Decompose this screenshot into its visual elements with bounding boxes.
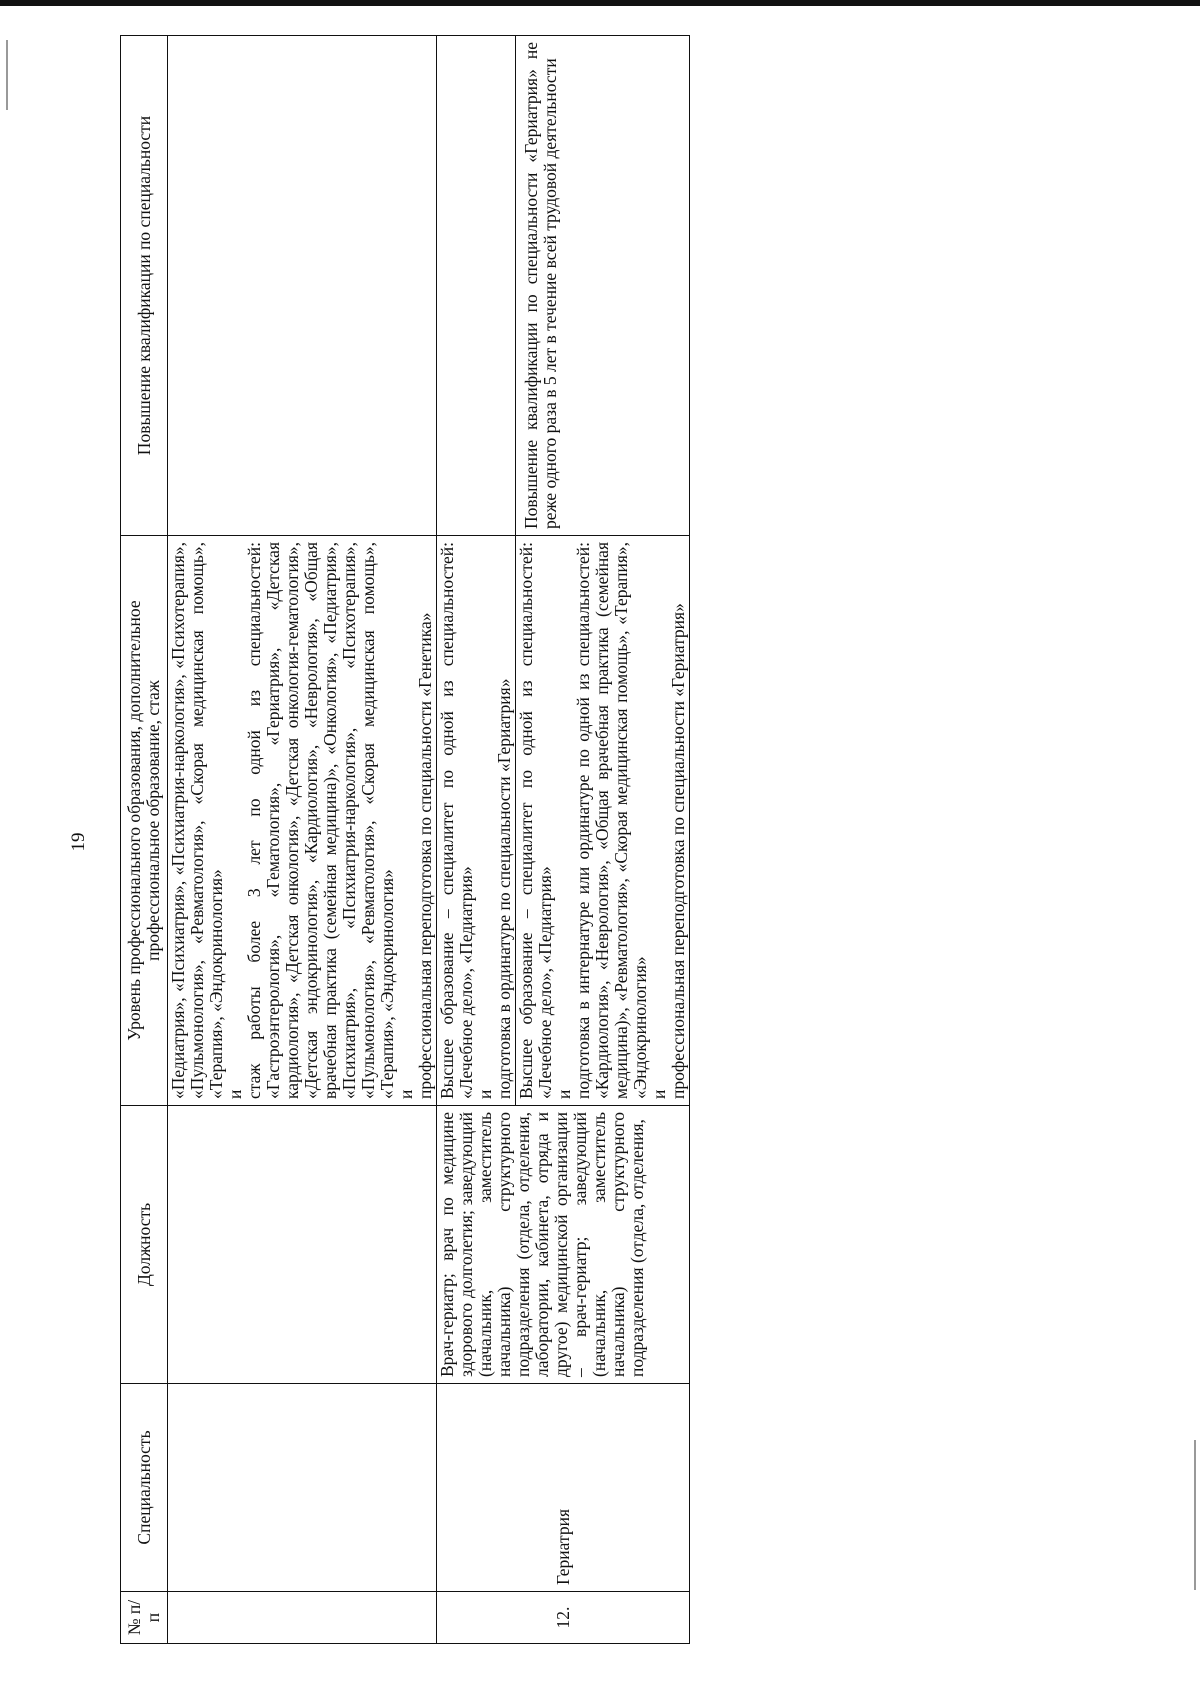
- education-text: профессиональная переподготовка по специальности «Генетика»: [415, 612, 435, 1099]
- education-text: стаж работы более 3 лет по одной из специальностей: «Гастроэнтерология», «Гематология», «Гериатрия», «Детская кардиология», «Детская онкология», «Детская онкология-гематология», «Детская эндокринология», «Кардиология», «Неврология», «Общая врачебная практика (семейная медицина)», «Онкология», «Педиатрия», «Психиатрия», «Психиатрия-наркология», «Психотерапия», «Пульмонология», «Ревматология», «Скорая медицинская помощь», «Терапия», «Эндокринология»: [244, 542, 397, 1099]
- cell-num: [168, 1592, 437, 1644]
- table-row-continued: [168, 36, 437, 1644]
- education-text: подготовка в ординатуре по специальности «Гериатрия»: [494, 678, 514, 1099]
- header-specialty: Специальность: [121, 1384, 168, 1592]
- qualification-table: [120, 35, 690, 1644]
- cell-education: [168, 536, 437, 1106]
- and-connector: и: [396, 1089, 416, 1099]
- header-position: Должность: [121, 1106, 168, 1384]
- and-connector: и: [475, 1089, 495, 1099]
- cell-qualification: [437, 36, 516, 536]
- cell-qualification: [168, 36, 437, 536]
- cell-num: 12.: [437, 1592, 690, 1644]
- cell-education: [437, 536, 516, 1106]
- and-connector: и: [554, 1089, 574, 1099]
- cell-position: Врач-гериатр; врач по медицине здорового долголетия; заведующий (начальник, заместитель начальника) структурного подразделения (отдела, отделения, лаборатории, кабинета, отряда и другое) медицинской организации – врач-гериатр; заведующий (начальник, заместитель начальника) структурного подразделения (отдела, отделения,: [437, 1106, 690, 1384]
- cell-qualification: Повышение квалификации по специальности «Гериатрия» не реже одного раза в 5 лет в течение всей трудовой деятельности: [516, 36, 690, 536]
- cell-specialty: Гериатрия: [437, 1384, 690, 1592]
- cell-specialty: [168, 1384, 437, 1592]
- header-num: № п/п: [121, 1592, 168, 1644]
- education-text: подготовка в интернатуре или ординатуре по одной из специальностей: «Кардиология», «Неврология», «Общая врачебная практика (семейная медицина)», «Ревматология», «Скорая медицинская помощь», «Терапия», «Эндокринология»: [573, 542, 650, 1099]
- education-text: Высшее образование – специалитет по одной из специальностей: «Лечебное дело», «Педиатрия»: [437, 542, 476, 1099]
- table-row-12a: [437, 36, 516, 1644]
- header-qualification: Повышение квалификации по специальности: [121, 36, 168, 536]
- education-text: «Педиатрия», «Психиатрия», «Психиатрия-наркология», «Психотерапия», «Пульмонология», «Ревматология», «Скорая медицинская помощь», «Терапия», «Эндокринология»: [168, 542, 226, 1099]
- cell-position: [168, 1106, 437, 1384]
- table-header-row: [121, 36, 168, 1644]
- and-connector: и: [649, 1089, 669, 1099]
- and-connector: и: [225, 1089, 245, 1099]
- header-education: Уровень профессионального образования, дополнительное профессиональное образование, стаж: [121, 536, 168, 1106]
- education-text: Высшее образование – специалитет по одной из специальностей: «Лечебное дело», «Педиатрия»: [516, 542, 555, 1099]
- page-number: 19: [68, 832, 89, 852]
- education-text: профессиональная переподготовка по специальности «Гериатрия»: [668, 603, 688, 1099]
- cell-education: [516, 536, 690, 1106]
